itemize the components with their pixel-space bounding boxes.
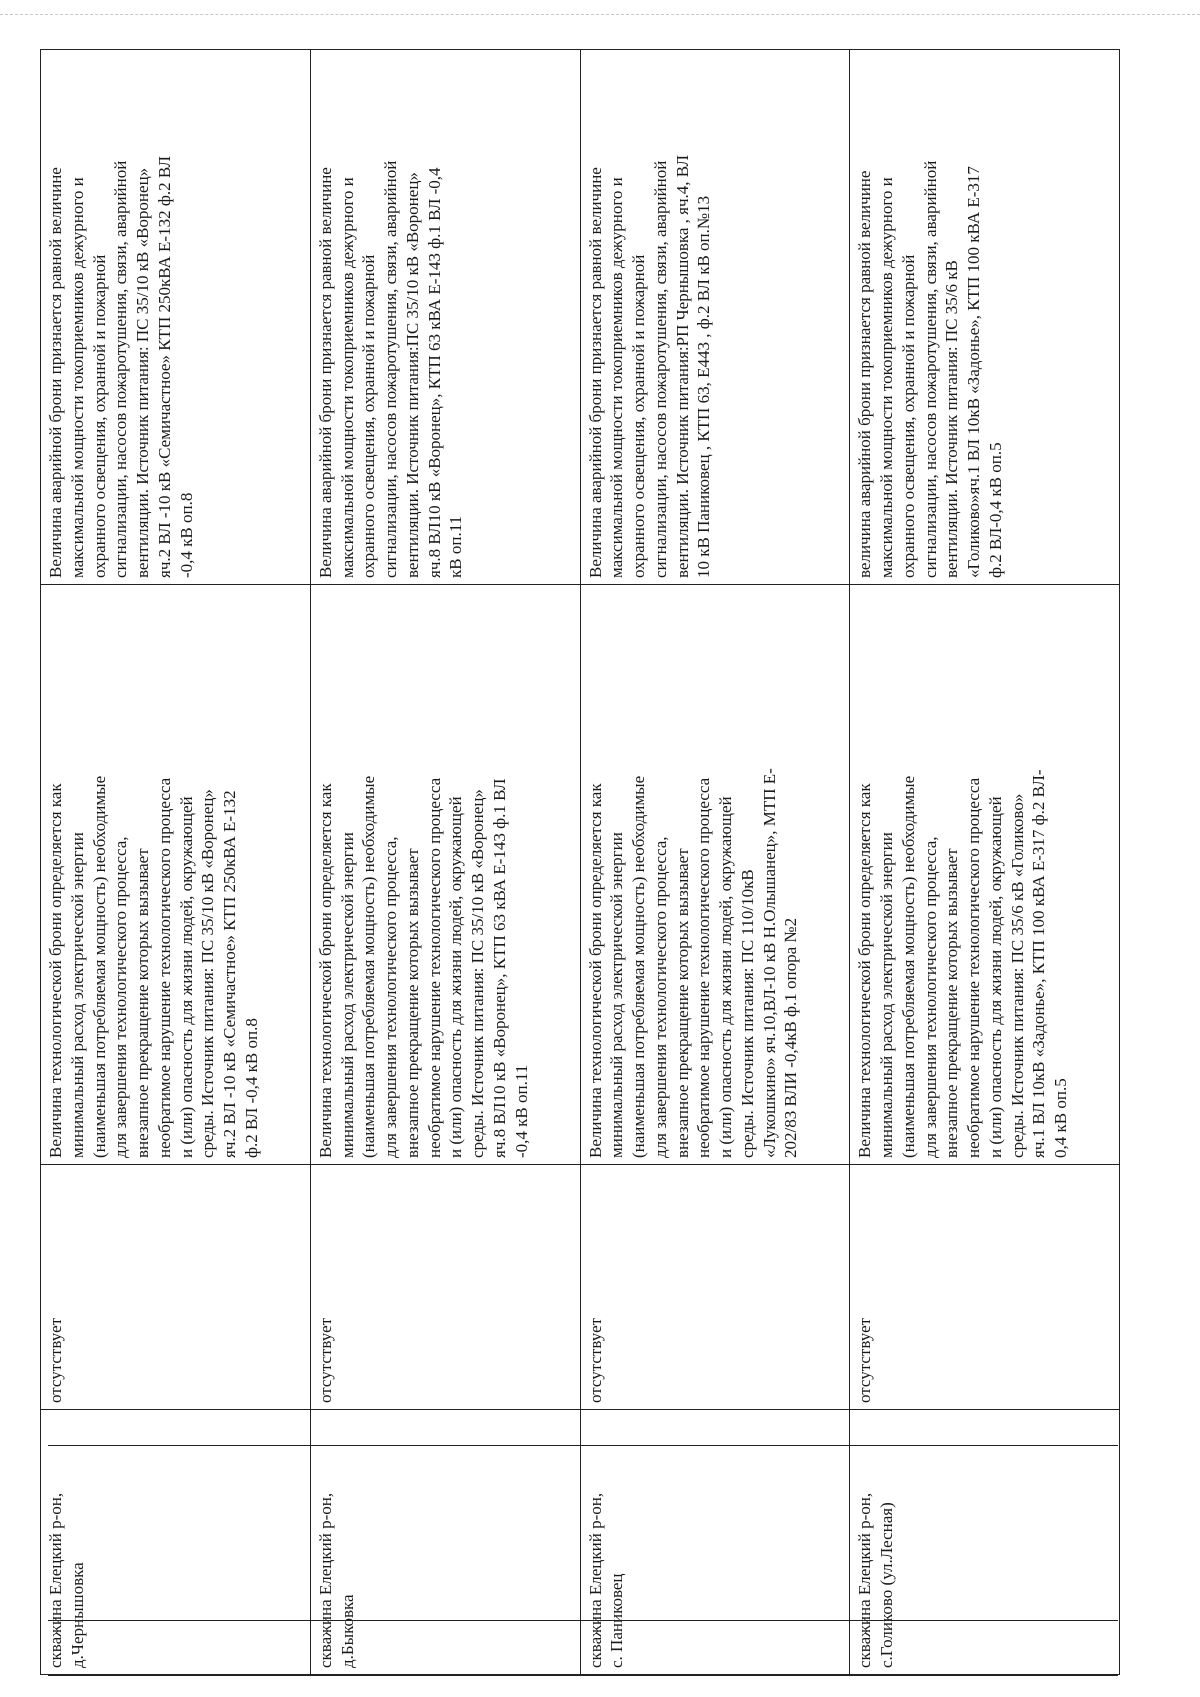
power-reserve-table xyxy=(40,49,1120,1675)
scan-edge-line xyxy=(0,14,1200,15)
table-row xyxy=(850,50,1120,1675)
reserve-cell: отсутствует xyxy=(850,1165,1120,1410)
tech-reserve-cell: Величина технологической брони определяется как минимальный расход электрической энергии (наименьшая потребляемая мощность) необходимые для завершения технологического процесса, внезапное прекращение которых вызывает необратимое нарушение технологического процесса и (или) опасность для жизни людей, окружающей среды. Источник питания: ПС 110/10кВ «Лукошкино» яч.10,ВЛ-10 кВ Н.Олышанец», МТП Е- 202/83 ВЛИ -0,4кВ ф.1 опора №2 xyxy=(580,585,850,1165)
location-cell: скважина Елецкий р-он, д.Быковка xyxy=(310,1410,580,1675)
rotated-table-container xyxy=(40,50,1120,1675)
location-cell: скважина Елецкий р-он, с.Голиково (ул.Лесная) xyxy=(850,1410,1120,1675)
tech-reserve-cell: Величина технологической брони определяется как минимальный расход электрической энергии (наименьшая потребляемая мощность) необходимые для завершения технологического процесса, внезапное прекращение которых вызывает необратимое нарушение технологического процесса и (или) опасность для жизни людей, окружающей среды. Источник питания: ПС 35/10 кВ «Воронец» яч.8 ВЛ10 кВ «Воронец», КТП 63 кВА Е-143 ф.1 ВЛ -0,4 кВ оп.11 xyxy=(310,585,580,1165)
tech-reserve-cell: Величина технологической брони определяется как минимальный расход электрической энергии (наименьшая потребляемая мощность) необходимые для завершения технологического процесса, внезапное прекращение которых вызывает необратимое нарушение технологического процесса и (или) опасность для жизни людей, окружающей среды. Источник питания: ПС 35/6 кВ «Голиково» яч.1 ВЛ 10кВ «Задонье», КТП 100 кВА Е-317 ф.2 ВЛ- 0,4 кВ оп.5 xyxy=(850,585,1120,1165)
location-cell: скважина Елецкий р-он, с. Паниковец xyxy=(580,1410,850,1675)
emergency-reserve-cell: Величина аварийной брони признается равной величине максимальной мощности токоприемников дежурного и охранного освещения, охранной и пожарной сигнализации, насосов пожаротушения, связи, аварийной вентиляции. Источник питания:ПС 35/10 кВ «Воронец» яч.8 ВЛ10 кВ «Воронец», КТП 63 кВА Е-143 ф.1 ВЛ -0,4 кВ оп.11 xyxy=(310,50,580,585)
reserve-cell: отсутствует xyxy=(41,1165,311,1410)
reserve-cell: отсутствует xyxy=(580,1165,850,1410)
table-row xyxy=(41,50,311,1675)
emergency-reserve-cell: величина аварийной брони признается равной величине максимальной мощности токоприемников дежурного и охранного освещения, охранной и пожарной сигнализации, насосов пожаротушения, связи, аварийной вентиляции. Источник питания: ПС 35/6 кВ «Голиково»яч.1 ВЛ 10кВ «Задонье», КТП 100 кВА Е-317 ф.2 ВЛ-0,4 кВ оп.5 xyxy=(850,50,1120,585)
table-row xyxy=(580,50,850,1675)
reserve-cell: отсутствует xyxy=(310,1165,580,1410)
horizontal-rule xyxy=(48,1445,1118,1446)
table-row xyxy=(310,50,580,1675)
tech-reserve-cell: Величина технологической брони определяется как минимальный расход электрической энергии (наименьшая потребляемая мощность) необходимые для завершения технологического процесса, внезапное прекращение которых вызывает необратимое нарушение технологического процесса и (или) опасность для жизни людей, окружающей среды. Источник питания: ПС 35/10 кВ «Воронец» яч.2 ВЛ -10 кВ «Семичастное» КТП 250кВА Е-132 ф.2 ВЛ -0,4 кВ оп.8 xyxy=(41,585,311,1165)
location-cell: скважина Елецкий р-он, д.Чернышовка xyxy=(41,1410,311,1675)
emergency-reserve-cell: Величина аварийной брони признается равной величине максимальной мощности токоприемников дежурного и охранного освещения, охранной и пожарной сигнализации, насосов пожаротушения, связи, аварийной вентиляции. Источник питания:РП Чернышовка , яч.4, ВЛ 10 кВ Паниковец , КТП 63, Е443 , ф.2 ВЛ кВ оп.№13 xyxy=(580,50,850,585)
horizontal-rule xyxy=(48,1675,1118,1676)
emergency-reserve-cell: Величина аварийной брони признается равной величине максимальной мощности токоприемников дежурного и охранного освещения, охранной и пожарной сигнализации, насосов пожаротушения, связи, аварийной вентиляции. Источник питания: ПС 35/10 кВ «Воронец» яч.2 ВЛ -10 кВ «Семичастное» КТП 250кВА Е-132 ф.2 ВЛ -0,4 кВ оп.8 xyxy=(41,50,311,585)
horizontal-rule xyxy=(48,1620,1118,1621)
